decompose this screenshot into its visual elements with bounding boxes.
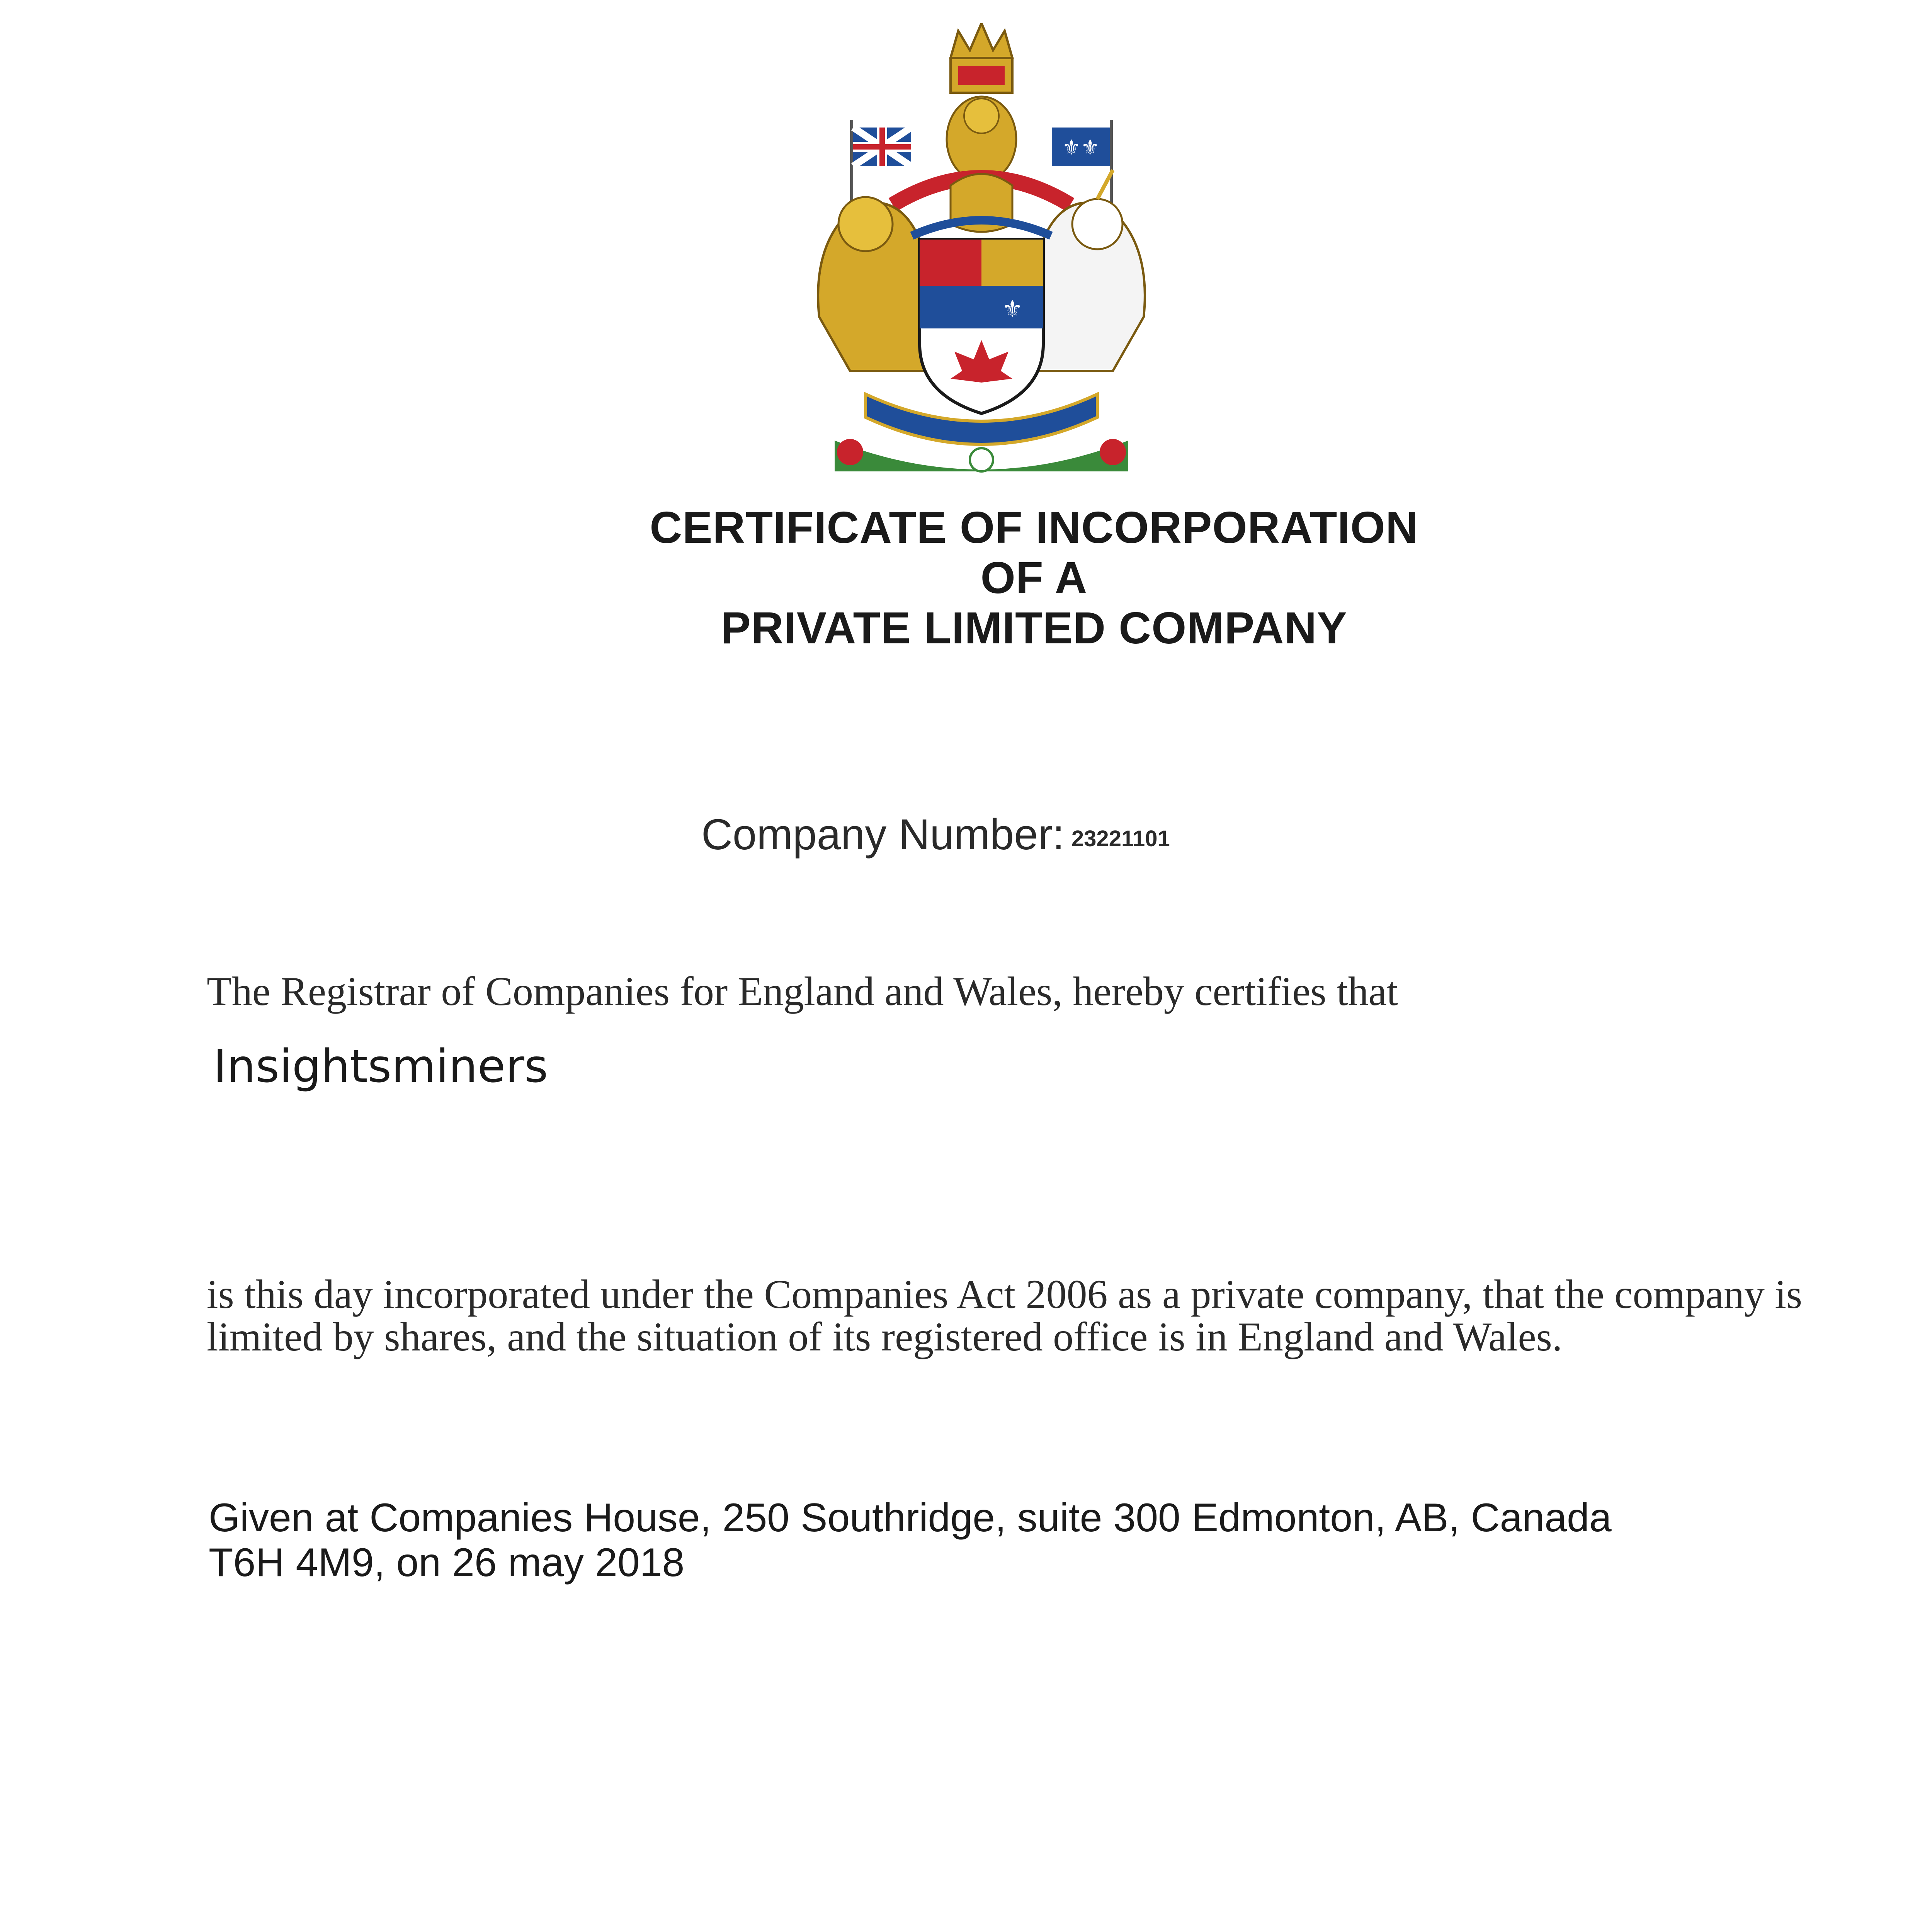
certificate-title [0,502,1932,653]
company-number-value: 23221101 [1071,826,1170,851]
given-at-line-1: Given at Companies House, 250 Southridge, suite 300 Edmonton, AB, Canada [209,1495,1612,1540]
company-name: Insightsminers [213,1039,548,1093]
svg-text:⚜: ⚜ [1002,296,1023,323]
title-line-1: CERTIFICATE OF INCORPORATION [650,502,1418,553]
incorporation-paragraph: is this day incorporated under the Companies Act 2006 as a private company, that the company is limited by shares, and the situation of its registered office is in England and Wales. [207,1272,1803,1359]
title-line-2: OF A [980,553,1088,603]
svg-text:⚜⚜: ⚜⚜ [1062,135,1100,160]
coat-of-arms-icon [804,23,1159,491]
company-number-label: Company Number: [701,810,1065,859]
registrar-statement: The Registrar of Companies for England and Wales, hereby certifies that [207,969,1398,1014]
given-at [209,1495,1870,1585]
title-line-3: PRIVATE LIMITED COMPANY [721,603,1347,653]
company-number [701,810,1170,859]
given-at-line-2: T6H 4M9, on 26 may 2018 [209,1540,685,1585]
